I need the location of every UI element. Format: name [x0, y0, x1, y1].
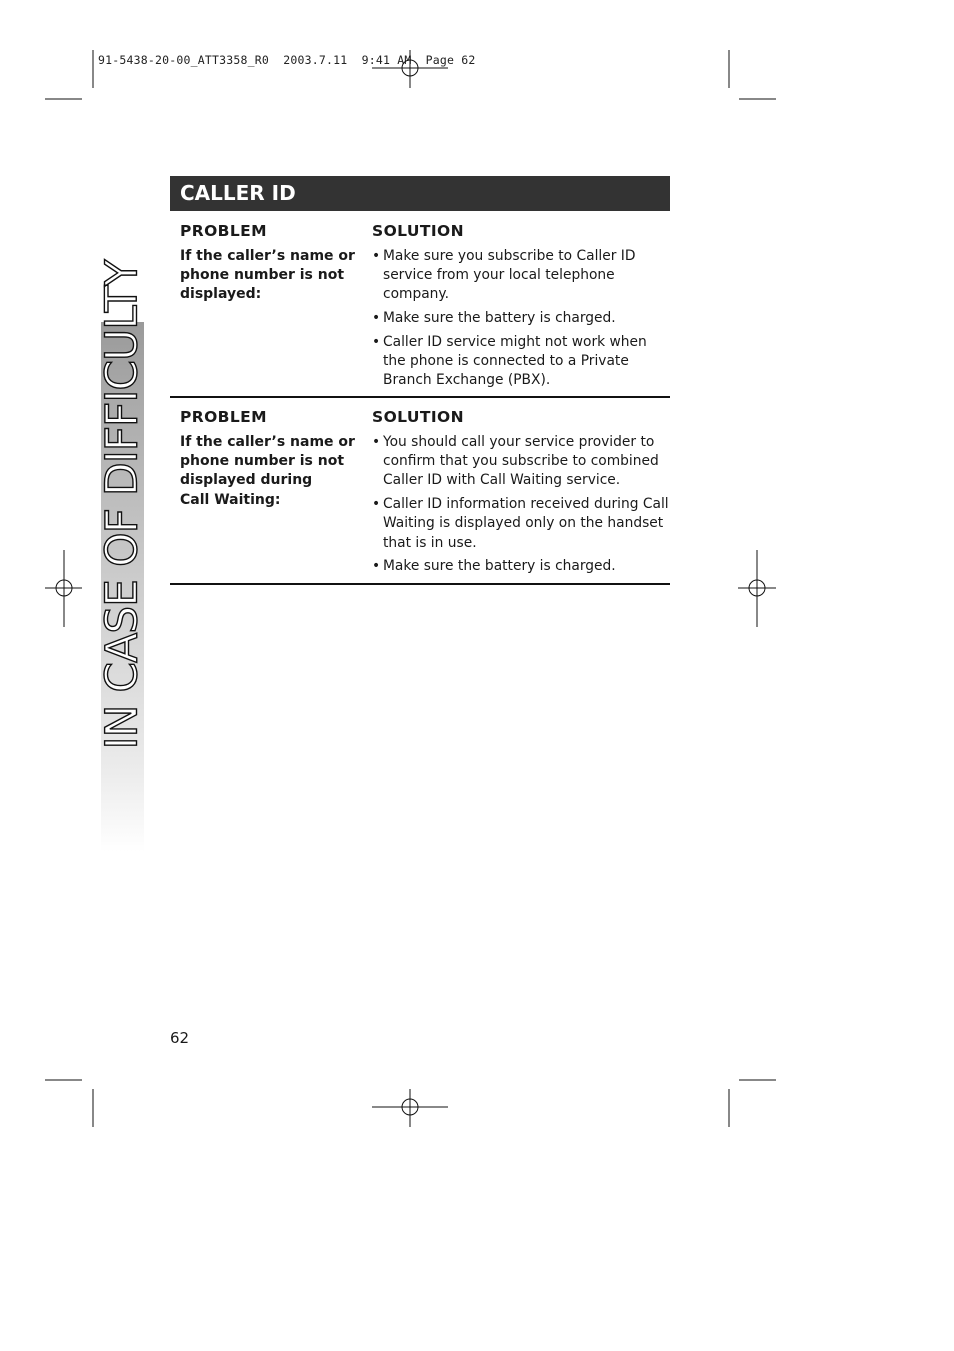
solution-item: • Make sure the battery is charged. — [372, 557, 672, 576]
problem-description: If the caller’s name or phone number is not displayed during Call Waiting: — [180, 434, 355, 508]
solution-label: SOLUTION — [372, 222, 464, 240]
problem-label: PROBLEM — [180, 408, 267, 426]
section-divider — [170, 583, 670, 585]
registration-mark-top — [372, 50, 448, 88]
registration-mark-right — [738, 550, 776, 627]
problem-label: PROBLEM — [180, 222, 267, 240]
section-title: CALLER ID — [170, 176, 670, 211]
solution-item: • Make sure the battery is charged. — [372, 309, 672, 328]
print-header: 91-5438-20-00_ATT3358_R0 2003.7.11 9:41 AM Page 62 — [98, 53, 476, 67]
chapter-side-tab-label: IN CASE OF DIFFICULTY — [96, 260, 148, 750]
solution-list — [372, 433, 672, 581]
registration-mark-left — [45, 550, 82, 627]
solution-label: SOLUTION — [372, 408, 464, 426]
page-number: 62 — [170, 1029, 190, 1047]
solution-item: • Make sure you subscribe to Caller ID service from your local telephone company. — [372, 247, 672, 305]
registration-mark-bottom — [372, 1089, 448, 1127]
troubleshooting-block-2 — [170, 397, 670, 587]
solution-list — [372, 247, 672, 395]
troubleshooting-block-1 — [170, 211, 670, 401]
problem-description: If the caller’s name or phone number is not displayed: — [180, 248, 355, 303]
solution-item: • Caller ID service might not work when the phone is connected to a Private Branch Exchange (PBX). — [372, 333, 672, 391]
solution-item: • You should call your service provider to confirm that you subscribe to combined Caller ID with Call Waiting service. — [372, 433, 672, 491]
solution-item: • Caller ID information received during Call Waiting is displayed only on the handset that is in use. — [372, 495, 672, 553]
